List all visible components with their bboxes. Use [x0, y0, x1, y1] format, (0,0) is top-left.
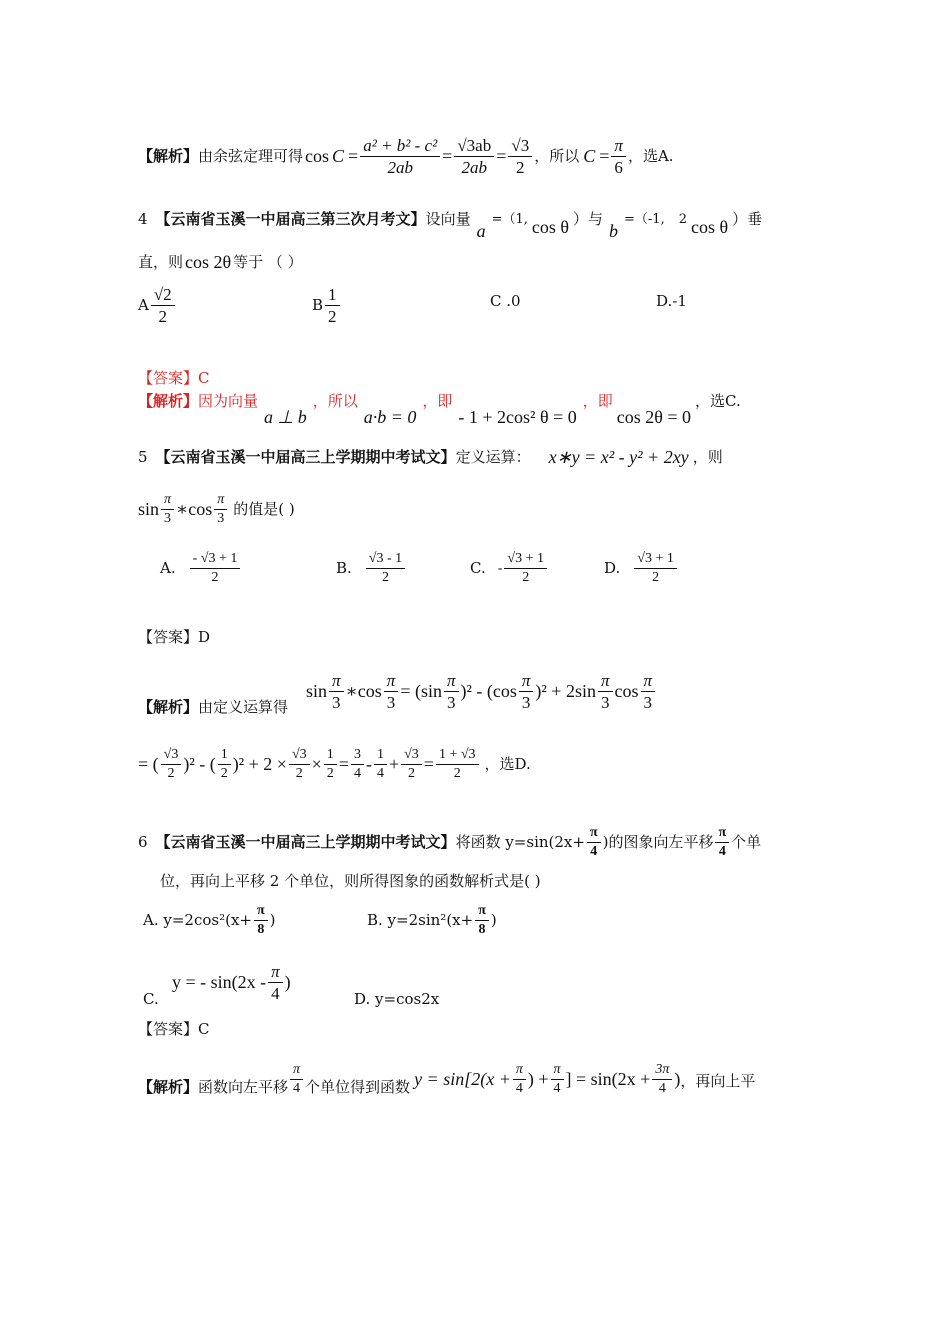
math-dot-product: a·b = 0: [363, 407, 417, 427]
fraction-sqrt3-2: $\frac{√3}{2}$: [161, 748, 182, 781]
fraction-pi-3: $\frac{\pi}{3}$: [161, 493, 174, 526]
fraction-pi-4: $\frac{\pi}{4}$: [513, 1063, 526, 1096]
fraction-pi-6: $\frac{\pi}{6}$: [611, 137, 626, 176]
question-6-line-2: 位，再向上平移 2 个单位，则所得图象的函数解析式是( ): [160, 872, 541, 890]
option-c-equation: y = - sin(2x - $\frac{\pi}{4}$ ): [172, 961, 291, 1003]
question-4-line-1: [138, 203, 763, 241]
math-var-c: C: [332, 146, 345, 166]
question-5-options: [160, 552, 720, 602]
option-b: B. y=2sin²(x+ $\frac{\pi}{8}$ ): [367, 903, 497, 937]
math-perpendicular: a ⊥ b: [264, 407, 307, 427]
fraction-option-d: $\frac{√3 + 1}{2}$: [634, 552, 677, 585]
answer-5: 【答案】D: [138, 628, 211, 646]
math-equals: =: [599, 146, 610, 166]
question-text: =（-1,: [624, 211, 665, 227]
fraction-pi-4: $\frac{\pi}{4}$: [268, 963, 283, 1002]
question-text: 2: [678, 211, 687, 227]
fraction-option-a: $\frac{√2}{2}$: [151, 286, 175, 325]
solution-text: ，再向上平: [680, 1071, 756, 1090]
math-cos-2theta: cos 2θ: [185, 252, 232, 272]
solution-text: ，即: [582, 392, 613, 410]
fraction-option-a: $\frac{- √3 + 1}{2}$: [190, 552, 241, 585]
question-text: )的图象向左平移: [602, 832, 714, 851]
solution-text: ，即: [422, 392, 453, 410]
question-text: 定义运算：: [455, 447, 531, 466]
question-text: 的值是( ): [233, 499, 295, 518]
solution-line-cosine-law: [138, 132, 674, 180]
fraction-pi-3: $\frac{\pi}{3}$: [598, 672, 613, 711]
fraction-option-b: $\frac{1}{2}$: [325, 286, 340, 325]
solution-tag: 【解析】: [138, 698, 199, 716]
solution-5-equation: sin $\frac{\pi}{3}$ ∗cos $\frac{\pi}{3}$ = (sin $\frac{\pi}{3}$ )² - (cos $\frac{\pi}{3}$ )² + 2sin $\frac{\pi}{3}$ cos $\frac{\pi}{3}$: [306, 668, 657, 714]
question-text: 个单: [731, 832, 762, 851]
question-text: 设向量: [425, 209, 471, 228]
fraction-pi-3: $\frac{\pi}{3}$: [641, 672, 656, 711]
option-d: D. y=cos2x: [354, 990, 440, 1008]
option-c-label: C.: [143, 990, 159, 1008]
option-a: A. $\frac{- √3 + 1}{2}$: [160, 552, 242, 585]
fraction-cos-law: $\frac{\text{a² + b² - c²}}{2ab}$: [360, 137, 440, 176]
fraction-pi-8: $\frac{\pi}{8}$: [475, 904, 489, 937]
fraction-1-4: $\frac{1}{4}$: [374, 748, 387, 781]
question-text: 直，则: [138, 252, 184, 271]
solution-text: 由余弦定理可得: [198, 146, 304, 165]
question-5-line-2: [138, 486, 295, 532]
math-equals: =: [442, 146, 453, 166]
solution-text: 因为向量: [198, 392, 259, 410]
option-a: A $\frac{√2}{2}$: [138, 286, 177, 325]
math-cos-theta: cos θ: [691, 217, 729, 237]
math-var-c: C: [583, 146, 596, 166]
question-source: 【云南省玉溪一中届高三上学期期中考试文】: [155, 447, 456, 466]
question-5-line-1: [138, 445, 723, 469]
question-text: 等于 （ ）: [233, 252, 303, 271]
fraction-pi-3: $\frac{\pi}{3}$: [384, 672, 399, 711]
question-source: 【云南省玉溪一中届高三上学期期中考试文】: [155, 832, 456, 851]
math-equation: cos 2θ = 0: [616, 407, 692, 427]
fraction-pi-3: $\frac{\pi}{3}$: [329, 672, 344, 711]
question-6-line-1: [138, 822, 761, 862]
question-text: ）与: [573, 209, 604, 228]
fraction-1-2: $\frac{1}{2}$: [218, 748, 231, 781]
question-number: 5: [138, 447, 148, 466]
option-c: C .0: [490, 292, 521, 310]
fraction-pi-4: $\frac{\pi}{4}$: [290, 1063, 303, 1096]
solution-text: 由定义运算得: [198, 698, 289, 716]
option-a: A. y=2cos²(x+ $\frac{\pi}{8}$ ): [143, 903, 276, 937]
vector-a: a: [476, 221, 486, 241]
question-6-options-ab: [143, 904, 563, 944]
fraction-pi-4: $\frac{\pi}{4}$: [587, 826, 601, 859]
question-text: ，则: [692, 447, 723, 466]
fraction-pi-3: $\frac{\pi}{3}$: [444, 672, 459, 711]
answer-6: 【答案】C: [138, 1020, 210, 1038]
fraction-result: $\frac{1 + √3}{2}$: [436, 748, 479, 781]
option-d: D.-1: [656, 292, 687, 310]
solution-text: ，选A.: [627, 146, 674, 165]
solution-text: 个单位得到函数: [305, 1077, 411, 1096]
fraction-sqrt3ab: $\frac{√3ab}{2ab}$: [454, 137, 494, 176]
solution-text: ，所以: [312, 392, 358, 410]
solution-text: ，选D.: [484, 754, 531, 773]
fraction-3pi-4: $\frac{3\pi}{4}$: [652, 1063, 672, 1096]
fraction-pi-4: $\frac{\pi}{4}$: [715, 826, 729, 859]
fraction-pi-3: $\frac{\pi}{3}$: [214, 493, 227, 526]
question-number: 4: [138, 209, 148, 228]
math-cos: cos: [305, 146, 330, 166]
fraction-pi-8: $\frac{\pi}{8}$: [254, 904, 268, 937]
fraction-option-b: $\frac{√3 - 1}{2}$: [366, 552, 405, 585]
fraction-sqrt3-2: $\frac{√3}{2}$: [289, 748, 310, 781]
math-equals: =: [348, 146, 359, 166]
question-source: 【云南省玉溪一中届高三第三次月考文】: [155, 209, 426, 228]
solution-text: ，所以: [534, 146, 580, 165]
question-4-line-2: [138, 250, 303, 274]
question-4-options: [138, 286, 738, 336]
option-b: B. $\frac{√3 - 1}{2}$: [336, 552, 407, 585]
solution-text: 函数向左平移: [198, 1077, 289, 1096]
solution-tag: 【解析】: [138, 392, 199, 410]
question-text: 将函数 y=sin(2x+: [455, 832, 585, 851]
solution-5-line-2: = ( $\frac{√3}{2}$ )² - ( $\frac{1}{2}$ )² + 2 × $\frac{√3}{2}$ × $\frac{1}{2}$ = $\frac{3}{4}$ - $\frac{1}{4}$ + $\frac{√3}{2}$ = $\frac{1 + √3}{2}$ ，选D.: [138, 746, 531, 781]
fraction-pi-3: $\frac{\pi}{3}$: [519, 672, 534, 711]
fraction-3-4: $\frac{3}{4}$: [351, 748, 364, 781]
fraction-sqrt3-2: $\frac{√3}{2}$: [508, 137, 532, 176]
option-b: B $\frac{1}{2}$: [312, 286, 342, 325]
question-number: 6: [138, 832, 148, 851]
math-cos-theta: cos θ: [531, 217, 569, 237]
math-sin: sin: [138, 499, 160, 519]
option-c: C. - $\frac{√3 + 1}{2}$: [470, 552, 549, 585]
math-equals: =: [496, 146, 507, 166]
math-definition: x∗y = x² - y² + 2xy: [548, 447, 689, 467]
question-text: =（1,: [491, 211, 528, 227]
fraction-1-2: $\frac{1}{2}$: [324, 748, 337, 781]
solution-6: 【解析】 函数向左平移 $\frac{\pi}{4}$ 个单位得到函数 y = sin[2(x + $\frac{\pi}{4}$ ) + $\frac{\pi}{4}$ ] = sin(2x + $\frac{3\pi}{4}$ ) ，再向上平: [138, 1061, 756, 1096]
solution-text: ，选C.: [695, 392, 741, 410]
vector-b: b: [609, 221, 619, 241]
math-star-cos: ∗cos: [176, 499, 213, 519]
solution-tag: 【解析】: [138, 1077, 199, 1096]
math-equation: y = sin[2(x +: [414, 1069, 511, 1089]
fraction-option-c: $\frac{√3 + 1}{2}$: [504, 552, 547, 585]
question-text: ）垂: [732, 209, 763, 228]
math-equation: - 1 + 2cos² θ = 0: [458, 407, 577, 427]
solution-tag: 【解析】: [138, 146, 199, 165]
solution-4: [138, 394, 741, 428]
solution-5-tag-line: [138, 700, 288, 715]
fraction-pi-4: $\frac{\pi}{4}$: [551, 1063, 564, 1096]
fraction-sqrt3-2: $\frac{√3}{2}$: [401, 748, 422, 781]
answer-4: 【答案】C: [138, 369, 210, 387]
option-d: D. $\frac{√3 + 1}{2}$: [604, 552, 679, 585]
